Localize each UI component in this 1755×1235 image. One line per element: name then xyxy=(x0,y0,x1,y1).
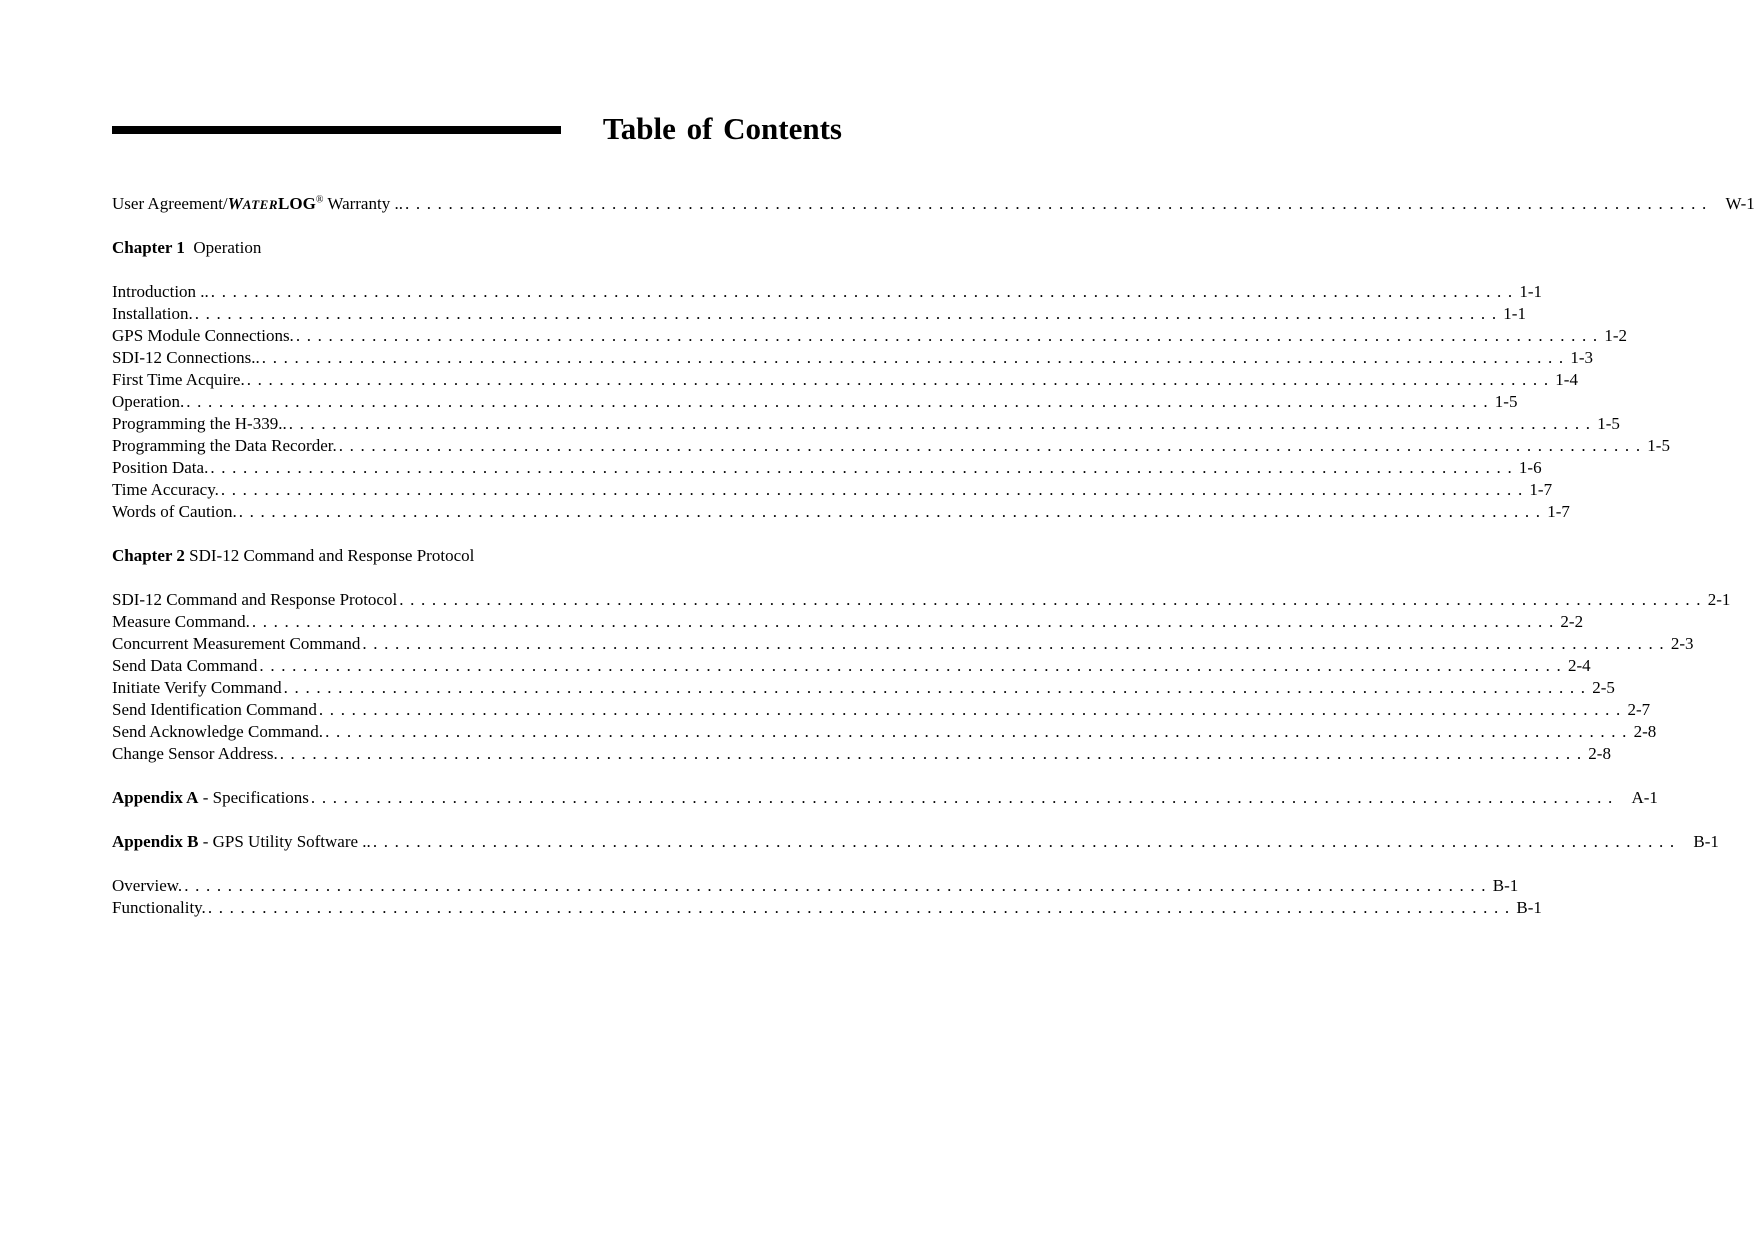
toc-entry[interactable] xyxy=(112,677,1615,699)
toc-entry-label: Installation. xyxy=(112,304,193,323)
toc-page-number: 1-5 xyxy=(1597,414,1620,433)
toc-entry[interactable] xyxy=(112,875,1519,897)
dot-leader: . . . . . . . . . . . . . . . . . . . . . . . . . . . . . . . . . . . . . . . . . . . . . . . . . . . . . . . . . . . . . . . . . . . . . . . . . . . . . . . . . . . . . . . . . . . . . . . . . . . . . . . . . . . . . . . . . . . . . . . . xyxy=(238,502,1542,521)
toc-entry-label: Concurrent Measurement Command xyxy=(112,634,361,653)
toc-entry-label: Send Acknowledge Command. xyxy=(112,722,324,741)
dot-leader: . . . . . . . . . . . . . . . . . . . . . . . . . . . . . . . . . . . . . . . . . . . . . . . . . . . . . . . . . . . . . . . . . . . . . . . . . . . . . . . . . . . . . . . . . . . . . . . . . . . . . . . . . . . . . . . . . . . . . . . . xyxy=(279,744,1583,763)
chapter-1-entries xyxy=(112,281,1670,523)
dot-leader: . . . . . . . . . . . . . . . . . . . . . . . . . . . . . . . . . . . . . . . . . . . . . . . . . . . . . . . . . . . . . . . . . . . . . . . . . . . . . . . . . . . . . . . . . . . . . . . . . . . . . . . . . . . . . . . . . . . . . . . . xyxy=(338,436,1642,455)
dot-leader: . . . . . . . . . . . . . . . . . . . . . . . . . . . . . . . . . . . . . . . . . . . . . . . . . . . . . . . . . . . . . . . . . . . . . . . . . . . . . . . . . . . . . . . . . . . . . . . . . . . . . . . . . . . . . . . . . . . . . . . . xyxy=(220,480,1524,499)
chapter-2-heading xyxy=(112,545,842,567)
brand-w: W xyxy=(227,194,243,213)
toc-entry[interactable] xyxy=(112,303,1526,325)
toc-entry-label: Change Sensor Address. xyxy=(112,744,278,763)
toc-entry[interactable] xyxy=(112,347,1594,369)
toc-entry-label: Functionality. xyxy=(112,898,206,917)
appendix-a-label: Appendix A xyxy=(112,788,199,807)
chapter-2-title: SDI-12 Command and Response Protocol xyxy=(189,546,475,565)
toc-entry-warranty[interactable] xyxy=(112,193,1755,215)
toc-entry-label: Send Data Command xyxy=(112,656,258,675)
toc-page-number: 1-1 xyxy=(1519,282,1543,301)
dot-leader: . . . . . . . . . . . . . . . . . . . . . . . . . . . . . . . . . . . . . . . . . . . . . . . . . . . . . . . . . . . . . . . . . . . . . . . . . . . . . . . . . . . . . . . . . . . . . . . . . . . . . . . . . . . . . . . . . . . . . . . . xyxy=(295,326,1599,345)
dot-leader: . . . . . . . . . . . . . . . . . . . . . . . . . . . . . . . . . . . . . . . . . . . . . . . . . . . . . . . . . . . . . . . . . . . . . . . . . . . . . . . . . . . . . . . . . . . . . . . . . . . . . . . . . . . . . . . . . . . . . . . . xyxy=(251,612,1555,631)
chapter-2-entries xyxy=(112,589,1731,765)
toc-page-number: B-1 xyxy=(1492,876,1519,895)
dot-leader: . . . . . . . . . . . . . . . . . . . . . . . . . . . . . . . . . . . . . . . . . . . . . . . . . . . . . . . . . . . . . . . . . . . . . . . . . . . . . . . . . . . . . . . . . . . . . . . . . . . . . . . . . . . . . . . . . . . . . . . . xyxy=(372,832,1676,851)
warranty-prefix: User Agreement/ xyxy=(112,194,228,213)
toc-entry-label: SDI-12 Command and Response Protocol xyxy=(112,590,398,609)
dot-leader: . . . . . . . . . . . . . . . . . . . . . . . . . . . . . . . . . . . . . . . . . . . . . . . . . . . . . . . . . . . . . . . . . . . . . . . . . . . . . . . . . . . . . . . . . . . . . . . . . . . . . . . . . . . . . . . . . . . . . . . . xyxy=(318,700,1622,719)
toc-entry[interactable] xyxy=(112,281,1543,303)
toc-page-number: 2-1 xyxy=(1707,590,1731,609)
chapter-1-label: Chapter 1 xyxy=(112,238,185,257)
toc-page-number: 2-5 xyxy=(1592,678,1615,697)
toc-page-number: B-1 xyxy=(1693,832,1719,851)
toc-entry-label: Words of Caution. xyxy=(112,502,237,521)
chapter-1-heading xyxy=(112,237,842,259)
toc-page-number: W-1 xyxy=(1725,194,1755,213)
toc-entry[interactable] xyxy=(112,479,1553,501)
toc-entry[interactable] xyxy=(112,457,1542,479)
toc-entry-label: Operation. xyxy=(112,392,185,411)
dot-leader: . . . . . . . . . . . . . . . . . . . . . . . . . . . . . . . . . . . . . . . . . . . . . . . . . . . . . . . . . . . . . . . . . . . . . . . . . . . . . . . . . . . . . . . . . . . . . . . . . . . . . . . . . . . . . . . . . . . . . . . . xyxy=(210,282,1514,301)
toc-entry[interactable] xyxy=(112,391,1518,413)
toc-entry[interactable] xyxy=(112,611,1584,633)
toc-entry-label xyxy=(112,787,309,809)
toc-entry[interactable] xyxy=(112,655,1591,677)
dot-leader: . . . . . . . . . . . . . . . . . . . . . . . . . . . . . . . . . . . . . . . . . . . . . . . . . . . . . . . . . . . . . . . . . . . . . . . . . . . . . . . . . . . . . . . . . . . . . . . . . . . . . . . . . . . . . . . . . . . . . . . . xyxy=(325,722,1628,741)
toc-page-number: 2-3 xyxy=(1670,634,1694,653)
appendix-b-entries xyxy=(112,875,1542,919)
toc-page-number: 1-5 xyxy=(1647,436,1670,455)
toc-page-number: 2-2 xyxy=(1560,612,1584,631)
dot-leader: . . . . . . . . . . . . . . . . . . . . . . . . . . . . . . . . . . . . . . . . . . . . . . . . . . . . . . . . . . . . . . . . . . . . . . . . . . . . . . . . . . . . . . . . . . . . . . . . . . . . . . . . . . . . . . . . . . . . . . . . xyxy=(184,876,1487,895)
toc-page-number: 1-5 xyxy=(1494,392,1518,411)
toc-entry-appendix-a[interactable] xyxy=(112,787,1658,809)
brand-ater: ATER xyxy=(242,197,279,212)
appendix-b-label: Appendix B xyxy=(112,832,199,851)
dot-leader: . . . . . . . . . . . . . . . . . . . . . . . . . . . . . . . . . . . . . . . . . . . . . . . . . . . . . . . . . . . . . . . . . . . . . . . . . . . . . . . . . . . . . . . . . . . . . . . . . . . . . . . . . . . . . . . . . . . . . . . . xyxy=(362,634,1665,653)
toc-entry-label xyxy=(112,193,403,216)
appendix-b-title: - GPS Utility Software .. xyxy=(198,832,371,851)
toc-page-number: 1-2 xyxy=(1604,326,1628,345)
toc-entry-label: Measure Command. xyxy=(112,612,250,631)
toc-page-number: 2-8 xyxy=(1588,744,1611,763)
title-rule xyxy=(112,126,561,134)
toc-entry-label: GPS Module Connections. xyxy=(112,326,294,345)
toc-entry[interactable] xyxy=(112,589,1731,611)
toc-page-number: 1-1 xyxy=(1503,304,1526,323)
appendix-a-title: - Specifications xyxy=(198,788,309,807)
toc-entry[interactable] xyxy=(112,413,1620,435)
toc-entry-label: SDI-12 Connections.. xyxy=(112,348,260,367)
dot-leader: . . . . . . . . . . . . . . . . . . . . . . . . . . . . . . . . . . . . . . . . . . . . . . . . . . . . . . . . . . . . . . . . . . . . . . . . . . . . . . . . . . . . . . . . . . . . . . . . . . . . . . . . . . . . . . . . . . . . . . . . xyxy=(399,590,1702,609)
toc-entry-label: Position Data. xyxy=(112,458,209,477)
toc-entry-label: Programming the Data Recorder. xyxy=(112,436,337,455)
toc-entry-label: Send Identification Command xyxy=(112,700,317,719)
dot-leader: . . . . . . . . . . . . . . . . . . . . . . . . . . . . . . . . . . . . . . . . . . . . . . . . . . . . . . . . . . . . . . . . . . . . . . . . . . . . . . . . . . . . . . . . . . . . . . . . . . . . . . . . . . . . . . . . . . . . . . . . xyxy=(404,194,1708,213)
chapter-1-title: Operation xyxy=(193,238,262,257)
toc-entry-label: Overview. xyxy=(112,876,183,895)
dot-leader: . . . . . . . . . . . . . . . . . . . . . . . . . . . . . . . . . . . . . . . . . . . . . . . . . . . . . . . . . . . . . . . . . . . . . . . . . . . . . . . . . . . . . . . . . . . . . . . . . . . . . . . . . . . . . . . . . . . . . . . . xyxy=(259,656,1562,675)
toc-entry-appendix-b[interactable] xyxy=(112,831,1719,853)
dot-leader: . . . . . . . . . . . . . . . . . . . . . . . . . . . . . . . . . . . . . . . . . . . . . . . . . . . . . . . . . . . . . . . . . . . . . . . . . . . . . . . . . . . . . . . . . . . . . . . . . . . . . . . . . . . . . . . . . . . . . . . . xyxy=(210,458,1513,477)
dot-leader: . . . . . . . . . . . . . . . . . . . . . . . . . . . . . . . . . . . . . . . . . . . . . . . . . . . . . . . . . . . . . . . . . . . . . . . . . . . . . . . . . . . . . . . . . . . . . . . . . . . . . . . . . . . . . . . . . . . . . . . . xyxy=(207,898,1511,917)
toc-entry-label xyxy=(112,831,371,853)
dot-leader: . . . . . . . . . . . . . . . . . . . . . . . . . . . . . . . . . . . . . . . . . . . . . . . . . . . . . . . . . . . . . . . . . . . . . . . . . . . . . . . . . . . . . . . . . . . . . . . . . . . . . . . . . . . . . . . . . . . . . . . . xyxy=(194,304,1498,323)
toc-entry-label: Introduction .. xyxy=(112,282,209,301)
toc-entry[interactable] xyxy=(112,369,1578,391)
table-of-contents xyxy=(112,193,1755,919)
toc-page-number: 1-3 xyxy=(1570,348,1594,367)
dot-leader: . . . . . . . . . . . . . . . . . . . . . . . . . . . . . . . . . . . . . . . . . . . . . . . . . . . . . . . . . . . . . . . . . . . . . . . . . . . . . . . . . . . . . . . . . . . . . . . . . . . . . . . . . . . . . . . . . . . . . . . . xyxy=(186,392,1489,411)
toc-entry[interactable] xyxy=(112,325,1628,347)
toc-entry[interactable] xyxy=(112,501,1570,523)
toc-entry-label: First Time Acquire. xyxy=(112,370,245,389)
toc-entry-label: Programming the H-339.. xyxy=(112,414,287,433)
toc-entry[interactable] xyxy=(112,699,1651,721)
toc-entry[interactable] xyxy=(112,633,1694,655)
registered-mark: ® xyxy=(315,194,324,206)
toc-entry[interactable] xyxy=(112,721,1657,743)
toc-page-number: 1-4 xyxy=(1555,370,1578,389)
toc-page-number: 1-6 xyxy=(1518,458,1542,477)
brand-log: LOG xyxy=(278,194,316,213)
toc-page-number: 2-8 xyxy=(1633,722,1657,741)
toc-page-number: 2-7 xyxy=(1627,700,1651,719)
toc-entry[interactable] xyxy=(112,743,1611,765)
toc-page-number: B-1 xyxy=(1516,898,1542,917)
toc-page-number: 2-4 xyxy=(1567,656,1591,675)
toc-page-number: A-1 xyxy=(1631,788,1658,807)
dot-leader: . . . . . . . . . . . . . . . . . . . . . . . . . . . . . . . . . . . . . . . . . . . . . . . . . . . . . . . . . . . . . . . . . . . . . . . . . . . . . . . . . . . . . . . . . . . . . . . . . . . . . . . . . . . . . . . . . . . . . . . . xyxy=(283,678,1587,697)
dot-leader: . . . . . . . . . . . . . . . . . . . . . . . . . . . . . . . . . . . . . . . . . . . . . . . . . . . . . . . . . . . . . . . . . . . . . . . . . . . . . . . . . . . . . . . . . . . . . . . . . . . . . . . . . . . . . . . . . . . . . . . . xyxy=(310,788,1614,807)
toc-entry-label: Initiate Verify Command xyxy=(112,678,282,697)
toc-page-number: 1-7 xyxy=(1529,480,1553,499)
toc-page-number: 1-7 xyxy=(1547,502,1570,521)
toc-entry[interactable] xyxy=(112,435,1670,457)
dot-leader: . . . . . . . . . . . . . . . . . . . . . . . . . . . . . . . . . . . . . . . . . . . . . . . . . . . . . . . . . . . . . . . . . . . . . . . . . . . . . . . . . . . . . . . . . . . . . . . . . . . . . . . . . . . . . . . . . . . . . . . . xyxy=(261,348,1565,367)
toc-entry-label: Time Accuracy. xyxy=(112,480,219,499)
dot-leader: . . . . . . . . . . . . . . . . . . . . . . . . . . . . . . . . . . . . . . . . . . . . . . . . . . . . . . . . . . . . . . . . . . . . . . . . . . . . . . . . . . . . . . . . . . . . . . . . . . . . . . . . . . . . . . . . . . . . . . . . xyxy=(288,414,1592,433)
toc-entry[interactable] xyxy=(112,897,1542,919)
chapter-2-label: Chapter 2 xyxy=(112,546,185,565)
page-title: Table of Contents xyxy=(602,111,842,146)
dot-leader: . . . . . . . . . . . . . . . . . . . . . . . . . . . . . . . . . . . . . . . . . . . . . . . . . . . . . . . . . . . . . . . . . . . . . . . . . . . . . . . . . . . . . . . . . . . . . . . . . . . . . . . . . . . . . . . . . . . . . . . . xyxy=(246,370,1550,389)
warranty-suffix: Warranty .. xyxy=(323,194,403,213)
